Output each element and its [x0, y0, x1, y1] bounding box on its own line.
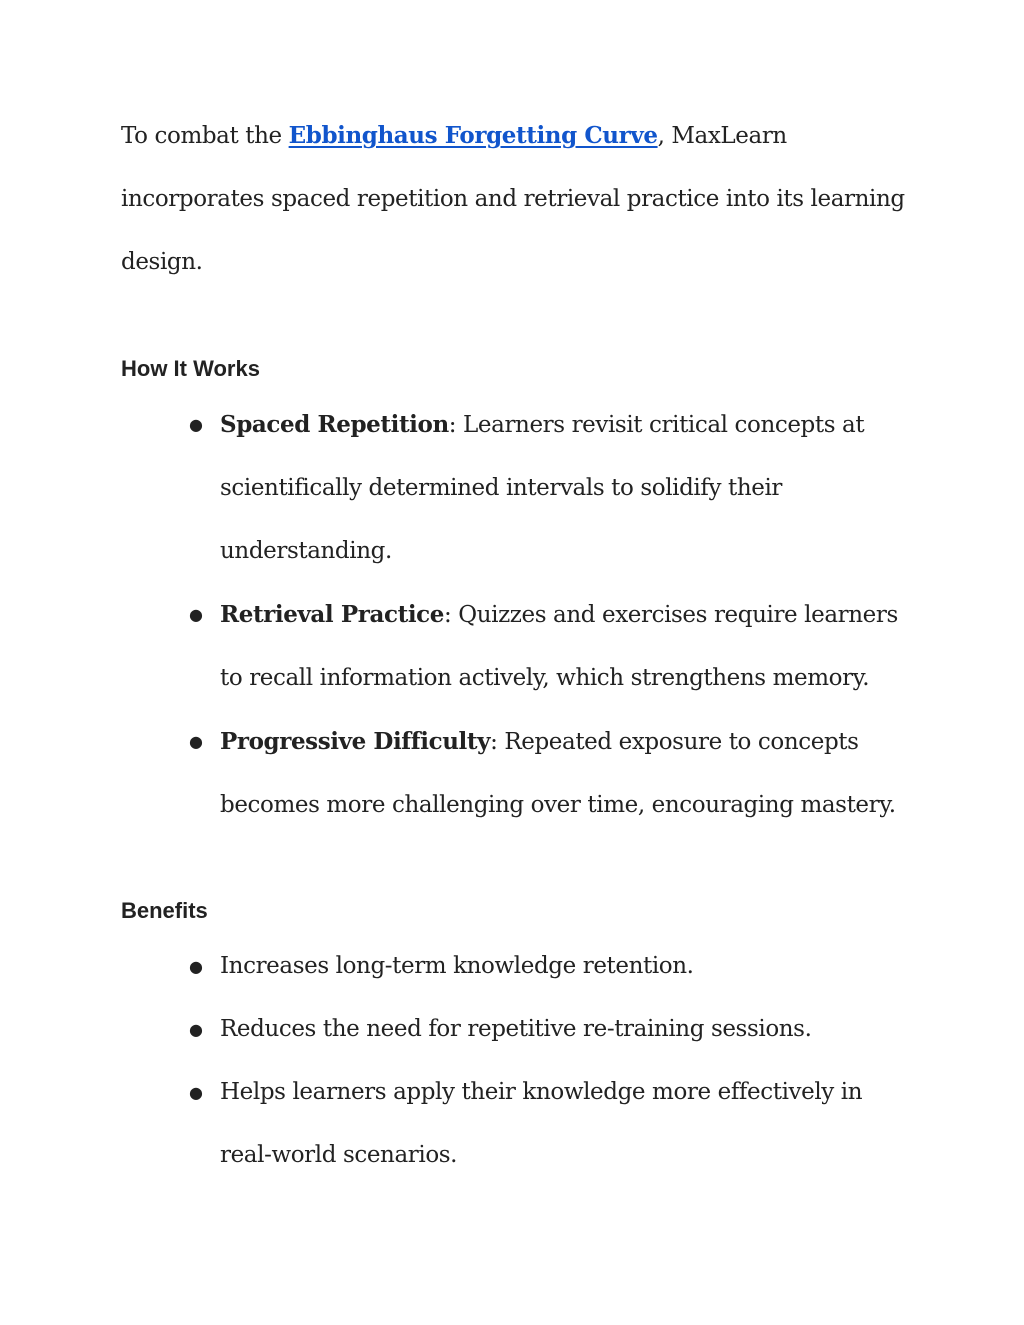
- list-item-term: Spaced Repetition: [220, 411, 449, 438]
- list-item-progressive-difficulty: [187, 710, 907, 837]
- bullet-icon: ●: [189, 605, 203, 624]
- list-item-text: Helps learners apply their knowledge more effectively in real-world scenarios.: [220, 1079, 863, 1168]
- list-item-text: : Quizzes and exercises require learners to recall information actively, which strengthens memory.: [220, 602, 898, 691]
- list-item-spaced-repetition: [187, 393, 907, 583]
- list-item-text: : Repeated exposure to concepts becomes more challenging over time, encouraging mastery.: [220, 729, 896, 818]
- intro-paragraph: [121, 104, 911, 294]
- benefits-list: [187, 935, 907, 1187]
- intro-prefix: To combat the: [121, 123, 289, 149]
- list-item-benefit-retention: [187, 935, 907, 998]
- how-it-works-heading: How It Works: [121, 356, 260, 381]
- list-item-term: Retrieval Practice: [220, 601, 444, 628]
- list-item-text: : Learners revisit critical concepts at scientifically determined intervals to solidify their understanding.: [220, 412, 865, 564]
- intro-suffix: , MaxLearn incorporates spaced repetition and retrieval practice into its learning design.: [121, 123, 905, 275]
- list-item-benefit-retraining: [187, 998, 907, 1061]
- bullet-icon: ●: [189, 1020, 203, 1039]
- list-item-text: Reduces the need for repetitive re-training sessions.: [220, 1016, 812, 1042]
- benefits-heading: Benefits: [121, 898, 208, 923]
- ebbinghaus-link[interactable]: Ebbinghaus Forgetting Curve: [288, 122, 658, 149]
- bullet-icon: ●: [189, 957, 203, 976]
- list-item-term: Progressive Difficulty: [220, 728, 491, 755]
- list-item-benefit-application: [187, 1061, 907, 1187]
- list-item-retrieval-practice: [187, 583, 907, 710]
- how-it-works-list: [187, 393, 907, 837]
- bullet-icon: ●: [189, 415, 203, 434]
- bullet-icon: ●: [189, 732, 203, 751]
- list-item-text: Increases long-term knowledge retention.: [220, 953, 694, 979]
- bullet-icon: ●: [189, 1083, 203, 1102]
